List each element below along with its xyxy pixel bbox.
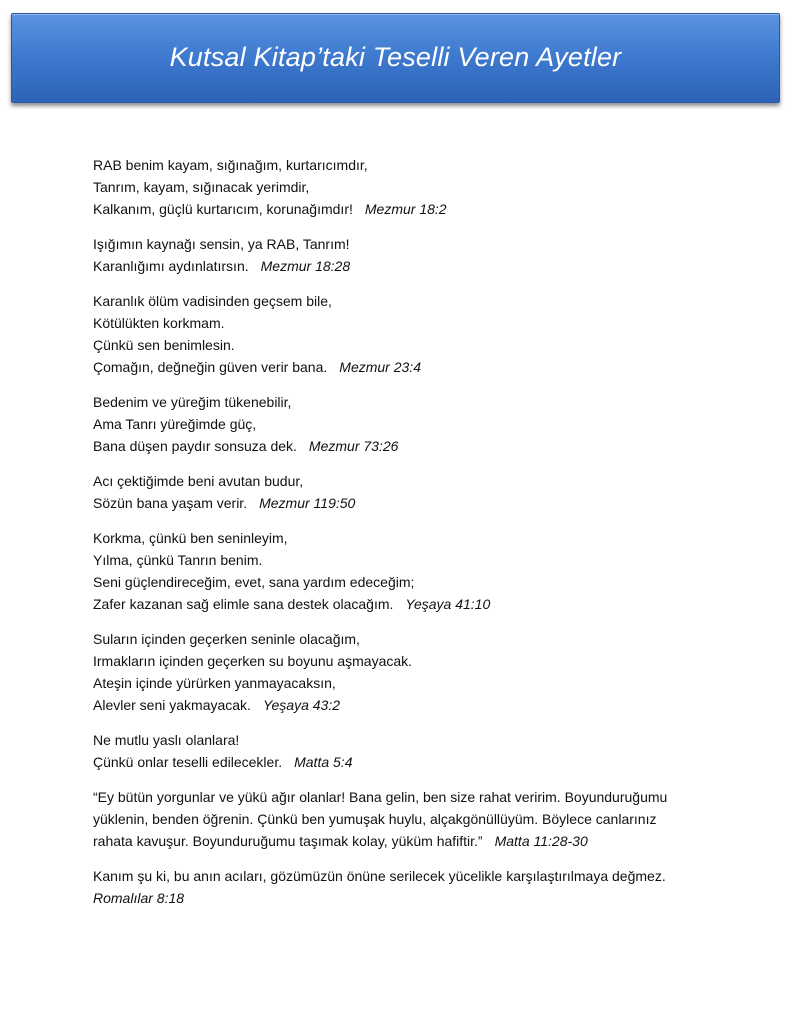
verse-text: Karanlık ölüm vadisinden geçsem bile, [93, 293, 332, 309]
paragraph-text: “Ey bütün yorgunlar ve yükü ağır olanlar! Bana gelin, ben size rahat veririm. Boyunduruğumu [93, 789, 668, 805]
paragraph-line [93, 786, 693, 808]
verse-text: Acı çektiğimde beni avutan budur, [93, 473, 304, 489]
verse-text: Ateşin içinde yürürken yanmayacaksın, [93, 675, 336, 691]
verse-block [93, 527, 693, 615]
verse-line [93, 527, 693, 549]
verse-text: RAB benim kayam, sığınağım, kurtarıcımdır, [93, 157, 368, 173]
verse-text: Kötülükten korkmam. [93, 315, 225, 331]
verse-reference: Romalılar 8:18 [93, 890, 185, 906]
verse-reference: Yeşaya 43:2 [262, 697, 341, 713]
verse-line [93, 356, 693, 378]
verse-paragraph [93, 786, 693, 852]
verse-line [93, 413, 693, 435]
verse-line [93, 334, 693, 356]
verse-text: Çünkü sen benimlesin. [93, 337, 235, 353]
verse-line [93, 672, 693, 694]
verse-reference: Mezmur 18:28 [260, 258, 351, 274]
verse-line [93, 435, 693, 457]
verse-line [93, 290, 693, 312]
verse-reference: Mezmur 18:2 [364, 201, 447, 217]
verse-text: Işığımın kaynağı sensin, ya RAB, Tanrım! [93, 236, 350, 252]
verse-text: Alevler seni yakmayacak. [93, 697, 251, 713]
verse-reference: Mezmur 73:26 [308, 438, 399, 454]
verse-line [93, 650, 693, 672]
verse-line [93, 694, 693, 716]
verse-block [93, 233, 693, 277]
verse-reference: Matta 11:28-30 [494, 833, 588, 849]
verse-text: Seni güçlendireceğim, evet, sana yardım edeceğim; [93, 574, 415, 590]
verse-block [93, 290, 693, 378]
verse-text: Ne mutlu yaslı olanlara! [93, 732, 240, 748]
verse-line [93, 233, 693, 255]
verse-text: Kalkanım, güçlü kurtarıcım, korunağımdır! [93, 201, 353, 217]
verse-line [93, 549, 693, 571]
paragraph-text: rahata kavuşur. Boyunduruğumu taşımak kolay, yüküm hafiftir.” [93, 833, 483, 849]
verse-text: Sözün bana yaşam verir. [93, 495, 248, 511]
verse-text: Korkma, çünkü ben seninleyim, [93, 530, 288, 546]
verse-reference: Yeşaya 41:10 [405, 596, 491, 612]
verse-reference: Matta 5:4 [294, 754, 353, 770]
paragraph-text: yüklenin, benden öğrenin. Çünkü ben yumuşak huylu, alçakgönüllüyüm. Böylece canlarınız [93, 811, 657, 827]
verse-line [93, 628, 693, 650]
verse-text: Irmakların içinden geçerken su boyunu aşmayacak. [93, 653, 413, 669]
verse-line [93, 255, 693, 277]
verse-block [93, 628, 693, 716]
verse-text: Bana düşen paydır sonsuza dek. [93, 438, 297, 454]
verse-line [93, 492, 693, 514]
verse-block [93, 154, 693, 220]
verse-reference: Mezmur 23:4 [339, 359, 421, 375]
verse-block [93, 729, 693, 773]
verse-text: Çünkü onlar teselli edilecekler. [93, 754, 283, 770]
verse-paragraph [93, 865, 693, 909]
verse-line [93, 593, 693, 615]
verse-line [93, 571, 693, 593]
paragraph-line [93, 830, 693, 852]
verse-line [93, 751, 693, 773]
verse-text: Ama Tanrı yüreğimde güç, [93, 416, 257, 432]
verse-text: Tanrım, kayam, sığınacak yerimdir, [93, 179, 310, 195]
paragraph-text: Kanım şu ki, bu anın acıları, gözümüzün önüne serilecek yücelikle karşılaştırılmaya değmez. [93, 868, 666, 884]
title-banner [11, 13, 780, 103]
verse-block [93, 391, 693, 457]
verse-line [93, 198, 693, 220]
verse-text: Çomağın, değneğin güven verir bana. [93, 359, 328, 375]
verse-line [93, 154, 693, 176]
verse-block [93, 470, 693, 514]
verse-reference: Mezmur 119:50 [259, 495, 356, 511]
verse-line [93, 470, 693, 492]
verse-line [93, 391, 693, 413]
verse-text: Suların içinden geçerken seninle olacağım, [93, 631, 360, 647]
paragraph-line [93, 808, 693, 830]
verse-text: Zafer kazanan sağ elimle sana destek olacağım. [93, 596, 394, 612]
verse-text: Karanlığımı aydınlatırsın. [93, 258, 249, 274]
verse-text: Bedenim ve yüreğim tükenebilir, [93, 394, 292, 410]
paragraph-line [93, 865, 693, 887]
page-title: Kutsal Kitap’taki Teselli Veren Ayetler [169, 42, 622, 72]
verse-list [93, 154, 693, 922]
verse-line [93, 729, 693, 751]
verse-text: Yılma, çünkü Tanrın benim. [93, 552, 263, 568]
verse-line [93, 312, 693, 334]
verse-line [93, 176, 693, 198]
